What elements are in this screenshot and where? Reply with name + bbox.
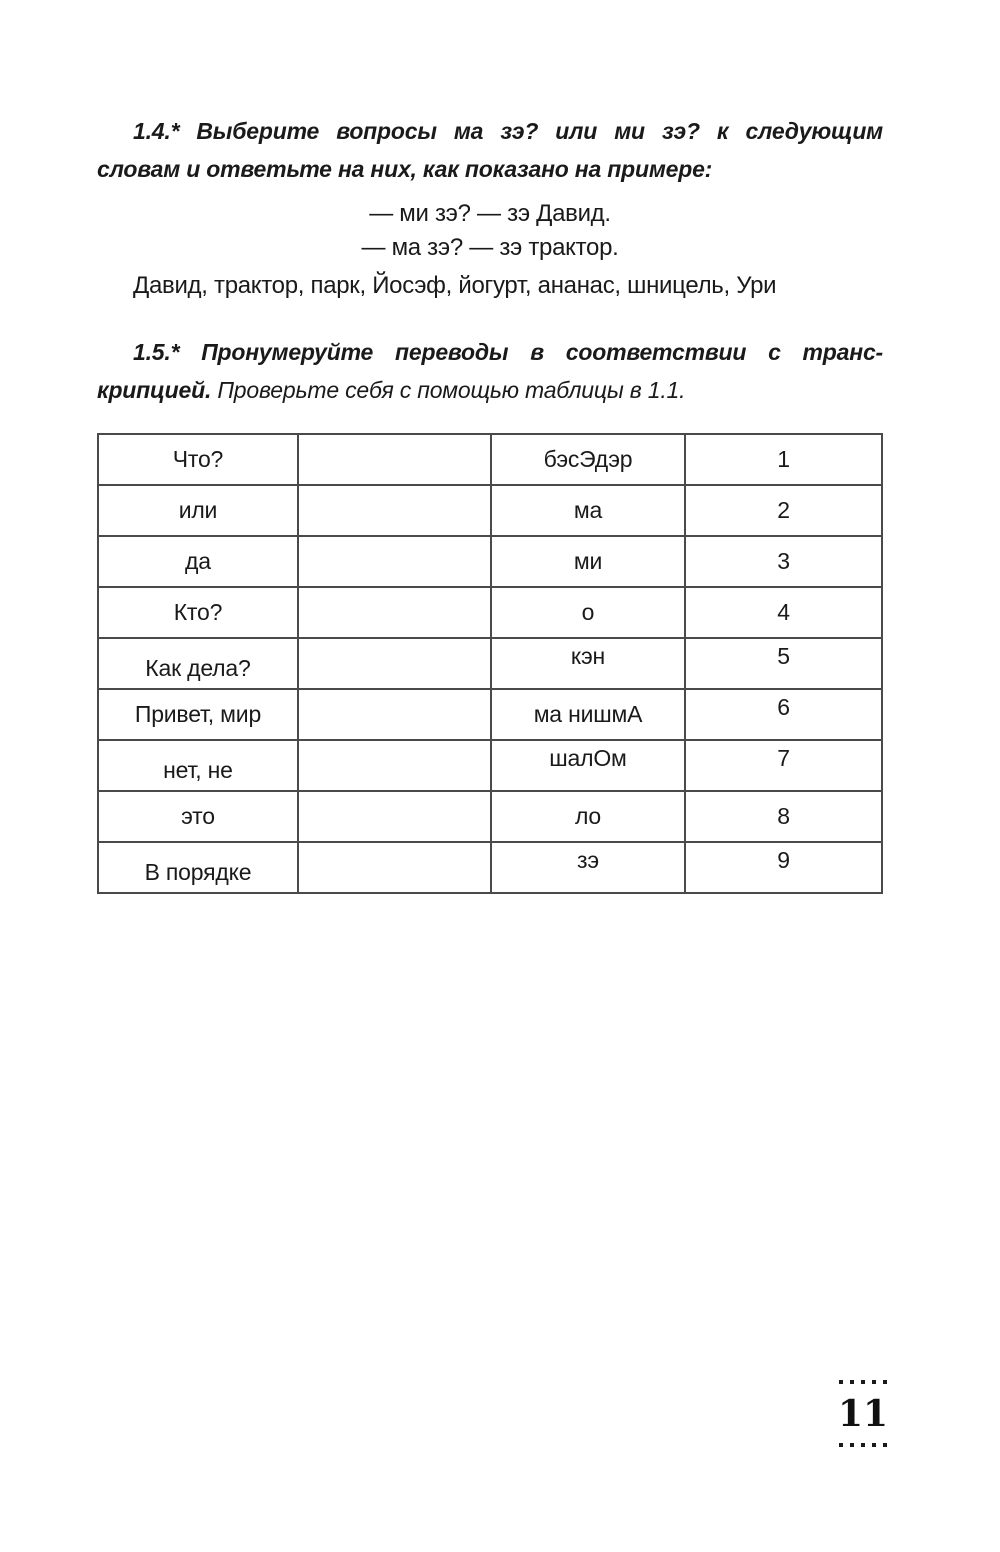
page-number-block (838, 1380, 888, 1448)
word-text: Как дела? (145, 655, 251, 681)
word-cell (98, 485, 298, 536)
number-text: 7 (777, 745, 790, 771)
table-row (98, 842, 882, 893)
word-text: или (178, 497, 218, 523)
table-row (98, 791, 882, 842)
number-text: 4 (777, 599, 790, 625)
exercise-1-4-heading-line1: 1.4.* Выберите вопросы ма зэ? или ми зэ? к следующим (133, 118, 883, 144)
number-text: 8 (777, 803, 790, 829)
exercise-1-4-word-list: Давид, трактор, парк, Йосэф, йогурт, ананас, шницель, Ури (133, 272, 777, 299)
exercise-1-5 (97, 333, 883, 409)
transliteration-cell (491, 791, 685, 842)
exercise-1-4 (97, 112, 883, 303)
answer-cell (298, 689, 491, 740)
answer-cell (298, 740, 491, 791)
example-line-1: — ми зэ? — зэ Давид. (369, 200, 611, 227)
exercise-1-4-heading-line2: словам и ответьте на них, как показано на примере: (97, 156, 713, 182)
transliteration-text: ма нишмА (533, 701, 643, 727)
word-cell (98, 434, 298, 485)
number-cell (685, 638, 882, 689)
dots-bottom-icon (838, 1443, 888, 1448)
transliteration-text: ло (574, 803, 602, 829)
answer-cell (298, 587, 491, 638)
transliteration-text: зэ (577, 847, 599, 873)
word-text: Что? (172, 446, 224, 472)
transliteration-cell (491, 587, 685, 638)
page-number: 11 (838, 1393, 889, 1435)
transliteration-cell (491, 740, 685, 791)
number-cell (685, 485, 882, 536)
word-cell (98, 842, 298, 893)
table-row (98, 740, 882, 791)
table-row (98, 587, 882, 638)
answer-cell (298, 485, 491, 536)
transliteration-text: шалОм (549, 745, 627, 771)
number-cell (685, 587, 882, 638)
word-text: В порядке (144, 859, 252, 885)
transliteration-text: ми (573, 548, 603, 574)
word-cell (98, 638, 298, 689)
number-cell (685, 434, 882, 485)
answer-cell (298, 842, 491, 893)
transliteration-cell (491, 434, 685, 485)
table-row (98, 434, 882, 485)
transliteration-cell (491, 638, 685, 689)
number-text: 6 (777, 694, 790, 720)
transliteration-text: о (581, 599, 595, 625)
transliteration-cell (491, 485, 685, 536)
example-line-2: — ма зэ? — зэ трактор. (361, 234, 619, 261)
word-cell (98, 740, 298, 791)
table-row (98, 536, 882, 587)
answer-cell (298, 791, 491, 842)
answer-cell (298, 638, 491, 689)
exercise-1-4-examples (97, 197, 883, 265)
exercise-1-5-heading-line1: 1.5.* Пронумеруйте переводы в соответствии с транс- (133, 339, 883, 365)
word-text: Привет, мир (134, 701, 262, 727)
number-text: 9 (777, 847, 790, 873)
transliteration-cell (491, 689, 685, 740)
exercise-1-5-heading-line2 (97, 371, 883, 409)
table-row (98, 689, 882, 740)
word-text: Кто? (173, 599, 223, 625)
transliteration-cell (491, 842, 685, 893)
transliteration-text: бэсЭдэр (543, 446, 633, 472)
matching-table (97, 433, 883, 894)
number-text: 2 (777, 497, 790, 523)
transliteration-text: ма (573, 497, 603, 523)
table-row (98, 485, 882, 536)
exercise-1-5-heading-line2-italic: Проверьте себя с помощью таблицы в 1.1. (211, 377, 686, 403)
exercise-1-5-heading-line2-bold: крипцией. (97, 377, 212, 403)
word-cell (98, 689, 298, 740)
number-cell (685, 689, 882, 740)
number-text: 5 (777, 643, 790, 669)
word-cell (98, 587, 298, 638)
number-cell (685, 740, 882, 791)
page-content (97, 112, 883, 894)
word-text: нет, не (163, 757, 233, 783)
word-text: да (185, 548, 211, 574)
number-text: 1 (777, 446, 790, 472)
word-cell (98, 791, 298, 842)
transliteration-cell (491, 536, 685, 587)
transliteration-text: кэн (570, 643, 606, 669)
table-row (98, 638, 882, 689)
word-text: это (181, 803, 215, 829)
number-cell (685, 536, 882, 587)
answer-cell (298, 434, 491, 485)
word-cell (98, 536, 298, 587)
answer-cell (298, 536, 491, 587)
number-text: 3 (777, 548, 790, 574)
number-cell (685, 842, 882, 893)
number-cell (685, 791, 882, 842)
